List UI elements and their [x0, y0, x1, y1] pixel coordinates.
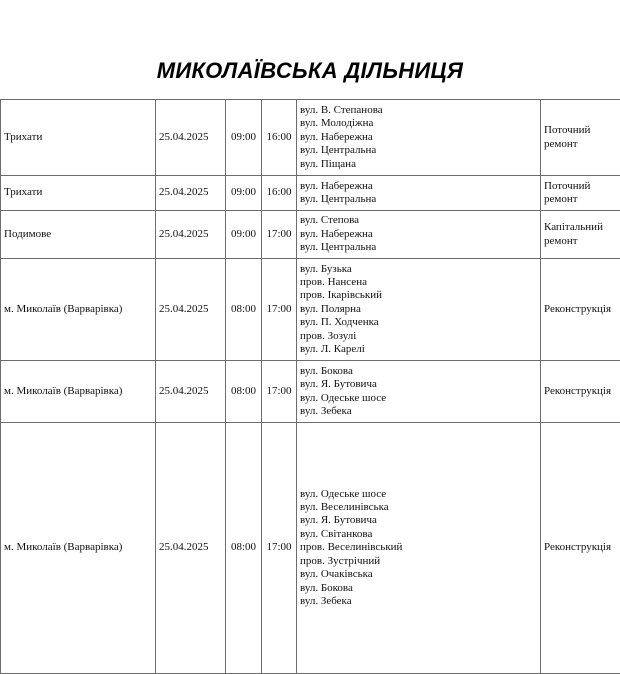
location-cell: Трихати	[1, 176, 156, 211]
location-cell: м. Миколаїв (Варварівка)	[1, 423, 156, 674]
street-item: вул. Одеське шосе	[300, 391, 387, 404]
streets-cell	[297, 100, 541, 176]
start-time-cell: 08:00	[226, 423, 262, 674]
street-item: пров. Зозулі	[300, 329, 357, 342]
street-item: вул. Бокова	[300, 364, 353, 377]
work-type-cell: Реконструкція	[541, 259, 620, 361]
location-cell: м. Миколаїв (Варварівка)	[1, 259, 156, 361]
streets-cell	[297, 423, 541, 674]
work-type-cell: Капітальний ремонт	[541, 211, 620, 259]
streets-cell	[297, 361, 541, 423]
street-item: пров. Веселинівський	[300, 541, 403, 554]
location-cell: Подимове	[1, 211, 156, 259]
street-item: вул. Одеське шосе	[300, 487, 387, 500]
street-item: вул. Зебека	[300, 594, 352, 607]
streets-cell	[297, 259, 541, 361]
street-item: вул. Бузька	[300, 262, 352, 275]
end-time-cell: 17:00	[262, 259, 297, 361]
street-item: вул. Центральна	[300, 144, 377, 157]
streets-cell	[297, 176, 541, 211]
work-type-cell: Реконструкція	[541, 423, 620, 674]
date-cell: 25.04.2025	[156, 176, 226, 211]
date-cell: 25.04.2025	[156, 211, 226, 259]
date-cell: 25.04.2025	[156, 423, 226, 674]
street-item: вул. Центральна	[300, 193, 377, 205]
date-cell: 25.04.2025	[156, 361, 226, 423]
street-item: вул. Я. Бутовича	[300, 514, 377, 527]
location-cell: Трихати	[1, 100, 156, 176]
street-item: вул. Центральна	[300, 241, 377, 254]
end-time-cell: 17:00	[262, 211, 297, 259]
start-time-cell: 08:00	[226, 259, 262, 361]
table-row	[1, 259, 620, 361]
table-row	[1, 423, 620, 674]
street-item: вул. Піщана	[300, 157, 356, 170]
street-item: вул. Степова	[300, 214, 360, 227]
street-item: вул. Набережна	[300, 179, 373, 192]
work-type-cell: Реконструкція	[541, 361, 620, 423]
table-row	[1, 211, 620, 259]
street-item: вул. Л. Карелі	[300, 343, 365, 356]
street-item: вул. Набережна	[300, 227, 373, 240]
outage-schedule-table	[0, 99, 620, 674]
work-type-cell: Поточний ремонт	[541, 100, 620, 176]
street-item: вул. Світанкова	[300, 527, 373, 540]
table-body	[1, 100, 620, 674]
street-item: вул. Я. Бутовича	[300, 378, 377, 391]
street-item: пров. Нансена	[300, 275, 367, 288]
street-item: вул. В. Степанова	[300, 103, 383, 116]
start-time-cell: 08:00	[226, 361, 262, 423]
street-item: вул. Полярна	[300, 302, 361, 315]
street-item: вул. П. Ходченка	[300, 316, 379, 329]
start-time-cell: 09:00	[226, 176, 262, 211]
work-type-cell: Поточний ремонт	[541, 176, 620, 211]
street-item: пров. Зустрічний	[300, 554, 381, 567]
end-time-cell: 17:00	[262, 361, 297, 423]
date-cell: 25.04.2025	[156, 259, 226, 361]
street-item: пров. Ікарівський	[300, 289, 383, 302]
start-time-cell: 09:00	[226, 100, 262, 176]
page-title: МИКОЛАЇВСЬКА ДІЛЬНИЦЯ	[156, 58, 464, 83]
street-item: вул. Зебека	[300, 404, 352, 417]
date-cell: 25.04.2025	[156, 100, 226, 176]
street-item: вул. Молодіжна	[300, 117, 374, 130]
street-item: вул. Очаківська	[300, 568, 373, 581]
street-item: вул. Бокова	[300, 581, 353, 594]
table-row	[1, 361, 620, 423]
location-cell: м. Миколаїв (Варварівка)	[1, 361, 156, 423]
table-row	[1, 176, 620, 211]
end-time-cell: 16:00	[262, 100, 297, 176]
street-item: вул. Веселинівська	[300, 501, 389, 514]
street-item: вул. Набережна	[300, 130, 373, 143]
end-time-cell: 16:00	[262, 176, 297, 211]
streets-cell	[297, 211, 541, 259]
start-time-cell: 09:00	[226, 211, 262, 259]
end-time-cell: 17:00	[262, 423, 297, 674]
table-row	[1, 100, 620, 176]
